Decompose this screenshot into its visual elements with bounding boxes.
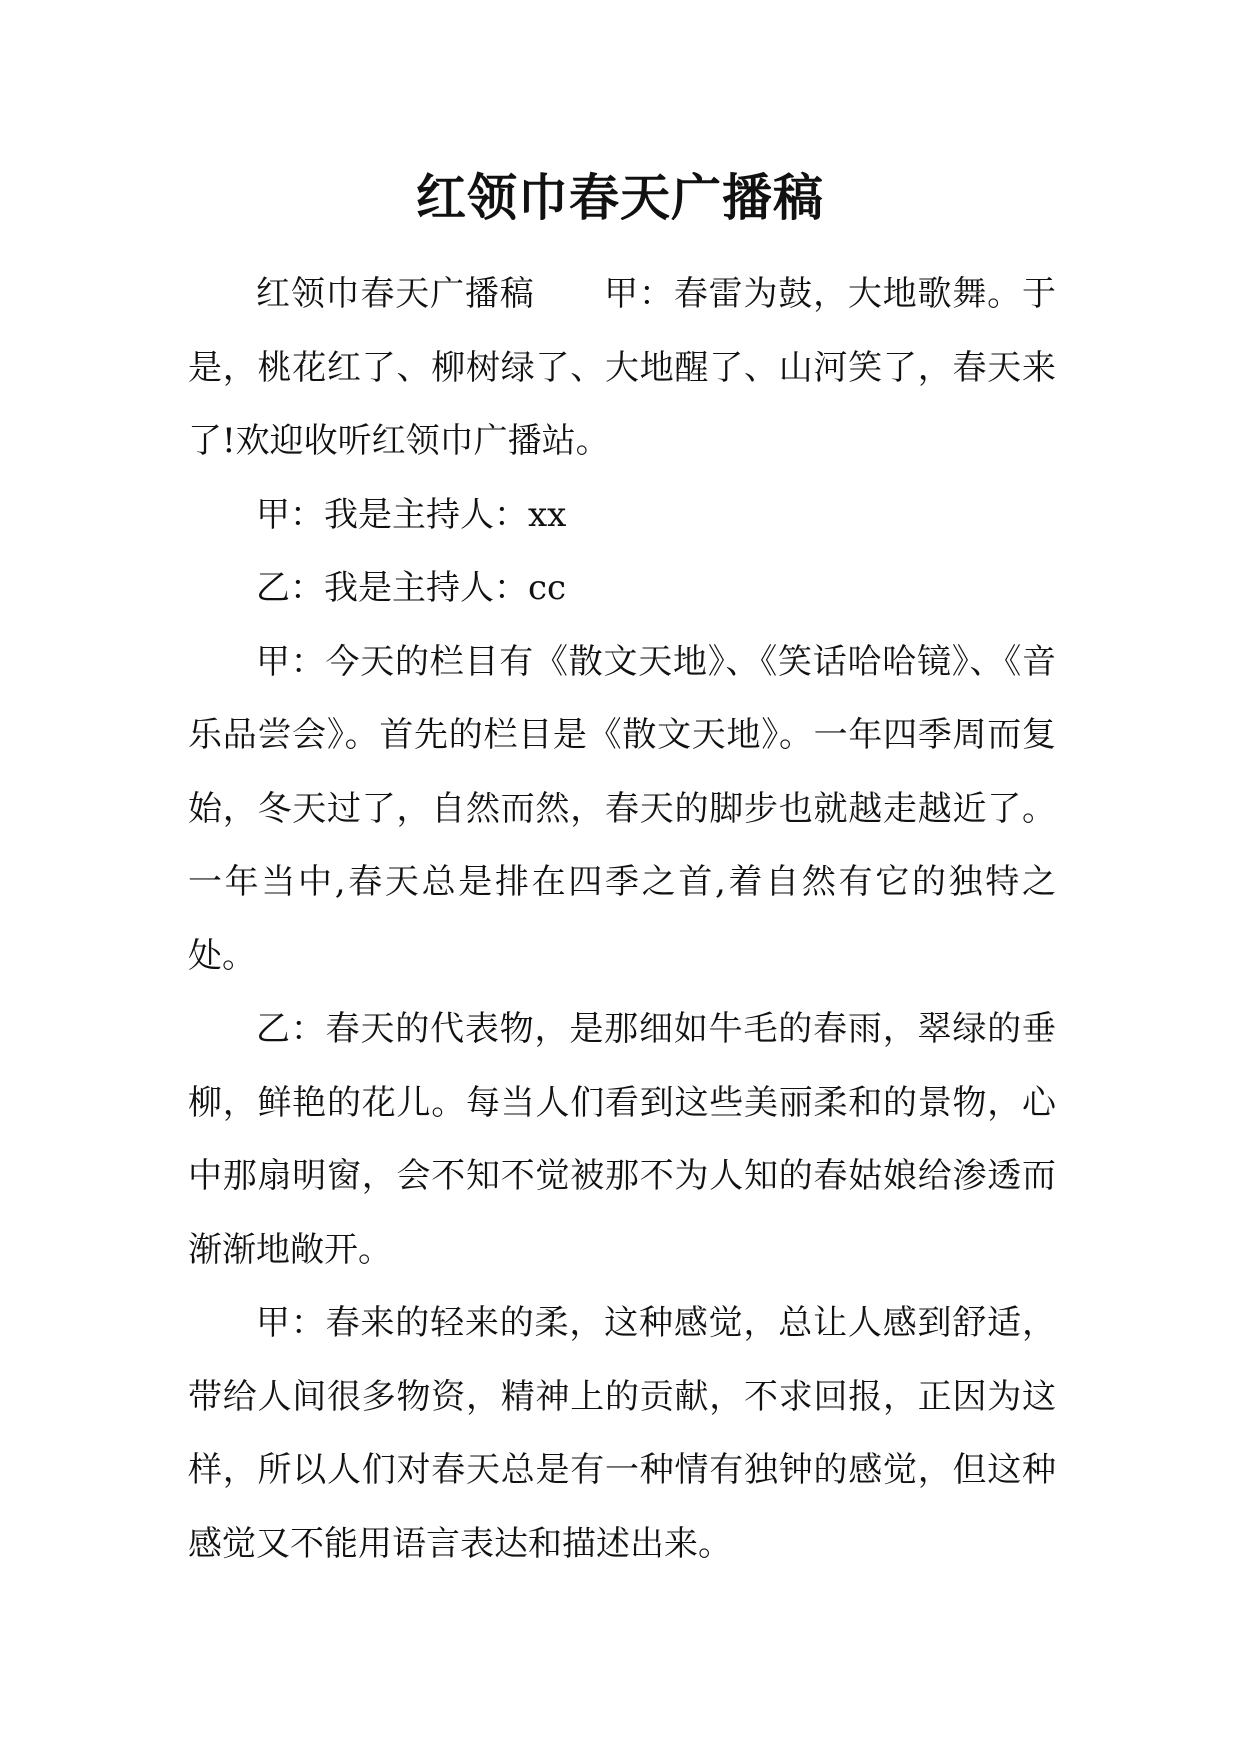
paragraph-spring-symbols: 乙：春天的代表物，是那细如牛毛的春雨，翠绿的垂柳，鲜艳的花儿。每当人们看到这些美丽柔和的景物，心中那扇明窗，会不知不觉被那不为人知的春姑娘给渗透而渐渐地敞开。 bbox=[188, 1009, 1056, 1270]
paragraph-host-jia: 甲：我是主持人：xx bbox=[256, 494, 567, 535]
paragraph-intro: 红领巾春天广播稿 甲：春雷为鼓，大地歌舞。于是，桃花红了、柳树绿了、大地醒了、山河笑了，春天来了!欢迎收听红领巾广播站。 bbox=[188, 274, 1056, 461]
document-body bbox=[188, 258, 1056, 1581]
paragraph-host-yi: 乙：我是主持人：cc bbox=[256, 568, 567, 608]
paragraph-spring-feeling: 甲：春来的轻来的柔，这种感觉，总让人感到舒适，带给人间很多物资，精神上的贡献，不求回报，正因为这样，所以人们对春天总是有一种情有独钟的感觉，但这种感觉又不能用语言表达和描述出来。 bbox=[188, 1303, 1056, 1564]
document-title: 红领巾春天广播稿 bbox=[416, 169, 824, 227]
paragraph-program-intro: 甲：今天的栏目有《散文天地》、《笑话哈哈镜》、《音乐品尝会》。首先的栏目是《散文天地》。一年四季周而复始，冬天过了，自然而然，春天的脚步也就越走越近了。一年当中,春天总是排在四季之首,着自然有它的独特之处。 bbox=[188, 641, 1056, 976]
